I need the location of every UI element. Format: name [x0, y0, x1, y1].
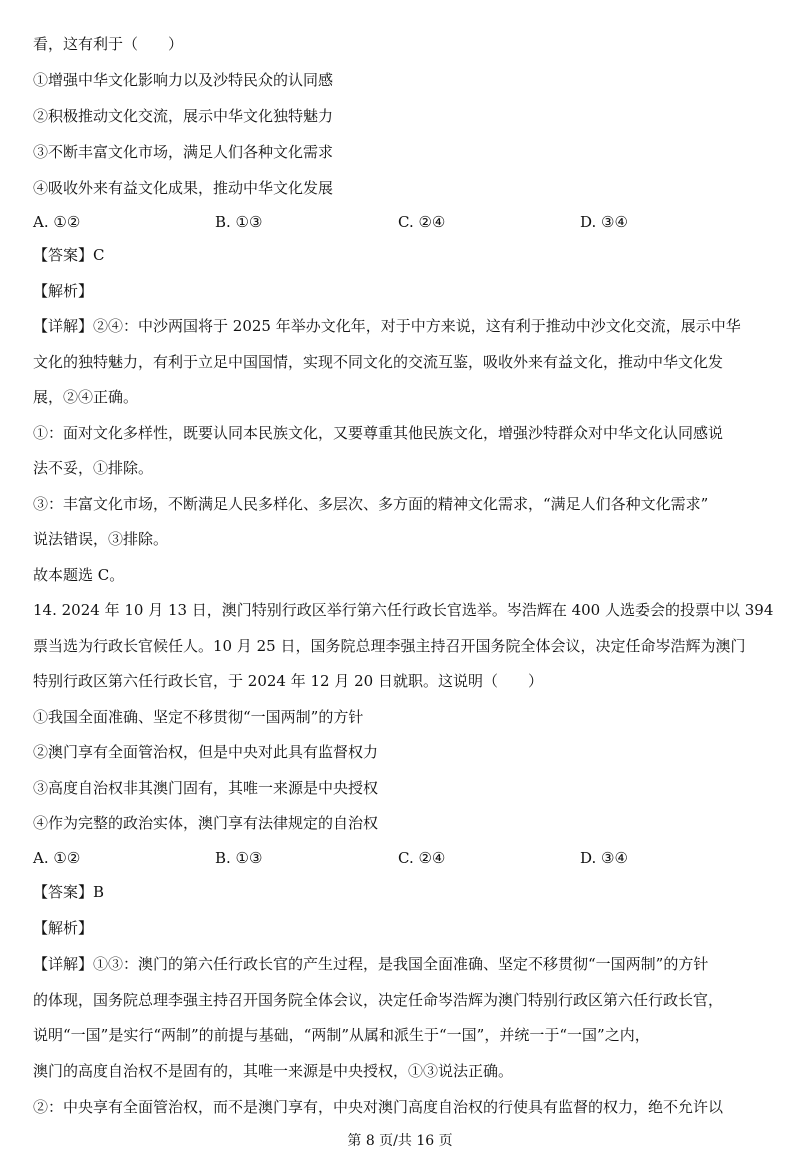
- q13-explanation-line-1: 【详解】②④：中沙两国将于 2025 年举办文化年，对于中方来说，这有利于推动中沙文化交流，展示中华: [33, 317, 741, 335]
- q13-answer: 【答案】C: [33, 246, 105, 264]
- q13-explanation-line-2: 文化的独特魅力，有利于立足中国国情，实现不同文化的交流互鉴，吸收外来有益文化，推动中华文化发: [33, 353, 724, 371]
- q14-option-b: B. ①③: [215, 849, 263, 867]
- q13-analysis-label: 【解析】: [33, 282, 94, 300]
- q14-option-a: A. ①②: [33, 849, 81, 867]
- q14-stem-line-2: 票当选为行政长官候任人。10 月 25 日，国务院总理李强主持召开国务院全体会议，决定任命岑浩辉为澳门: [33, 637, 746, 655]
- q14-statement-2: ②澳门享有全面管治权，但是中央对此具有监督权力: [33, 743, 379, 761]
- q14-statement-4: ④作为完整的政治实体，澳门享有法律规定的自治权: [33, 814, 379, 832]
- q13-stem-tail: 看，这有利于（ ）: [33, 35, 184, 53]
- q13-statement-4: ④吸收外来有益文化成果，推动中华文化发展: [33, 179, 334, 197]
- q14-stem-line-3: 特别行政区第六任行政长官，于 2024 年 12 月 20 日就职。这说明（ ）: [33, 672, 543, 690]
- q13-explanation-line-3: 展，②④正确。: [33, 388, 139, 406]
- q14-option-c: C. ②④: [398, 849, 446, 867]
- q13-conclusion: 故本题选 C。: [33, 566, 125, 584]
- q13-explanation-line-4: ①：面对文化多样性，既要认同本民族文化，又要尊重其他民族文化，增强沙特群众对中华文化认同感说: [33, 424, 724, 442]
- q13-option-c: C. ②④: [398, 213, 446, 231]
- q14-stem-line-1: 14. 2024 年 10 月 13 日，澳门特别行政区举行第六任行政长官选举。岑浩辉在 400 人选委会的投票中以 394: [33, 601, 774, 619]
- q14-explanation-line-5: ②：中央享有全面管治权，而不是澳门享有，中央对澳门高度自治权的行使具有监督的权力，绝不允许以: [33, 1098, 724, 1116]
- q13-statement-3: ③不断丰富文化市场，满足人们各种文化需求: [33, 143, 334, 161]
- q14-explanation-line-4: 澳门的高度自治权不是固有的，其唯一来源是中央授权，①③说法正确。: [33, 1062, 514, 1080]
- q13-option-b: B. ①③: [215, 213, 263, 231]
- q13-explanation-line-7: 说法错误，③排除。: [33, 530, 169, 548]
- q13-option-d: D. ③④: [580, 213, 628, 231]
- q14-explanation-line-3: 说明“一国”是实行“两制”的前提与基础，“两制”从属和派生于“一国”，并统一于“一国”之内，: [33, 1026, 650, 1044]
- q13-explanation-line-5: 法不妥，①排除。: [33, 459, 154, 477]
- q14-explanation-line-2: 的体现，国务院总理李强主持召开国务院全体会议，决定任命岑浩辉为澳门特别行政区第六任行政长官，: [33, 991, 724, 1009]
- q14-statement-3: ③高度自治权非其澳门固有，其唯一来源是中央授权: [33, 779, 379, 797]
- q14-option-d: D. ③④: [580, 849, 628, 867]
- page-footer: 第 8 页/共 16 页: [347, 1133, 453, 1149]
- q14-analysis-label: 【解析】: [33, 919, 94, 937]
- q13-explanation-line-6: ③：丰富文化市场，不断满足人民多样化、多层次、多方面的精神文化需求，“满足人们各种文化需求”: [33, 495, 709, 513]
- q13-statement-2: ②积极推动文化交流，展示中华文化独特魅力: [33, 107, 334, 125]
- q14-statement-1: ①我国全面准确、坚定不移贯彻“一国两制”的方针: [33, 708, 364, 726]
- q14-explanation-line-1: 【详解】①③：澳门的第六任行政长官的产生过程，是我国全面准确、坚定不移贯彻“一国两制”的方针: [33, 955, 709, 973]
- q14-answer: 【答案】B: [33, 883, 105, 901]
- q13-statement-1: ①增强中华文化影响力以及沙特民众的认同感: [33, 71, 334, 89]
- q13-option-a: A. ①②: [33, 213, 81, 231]
